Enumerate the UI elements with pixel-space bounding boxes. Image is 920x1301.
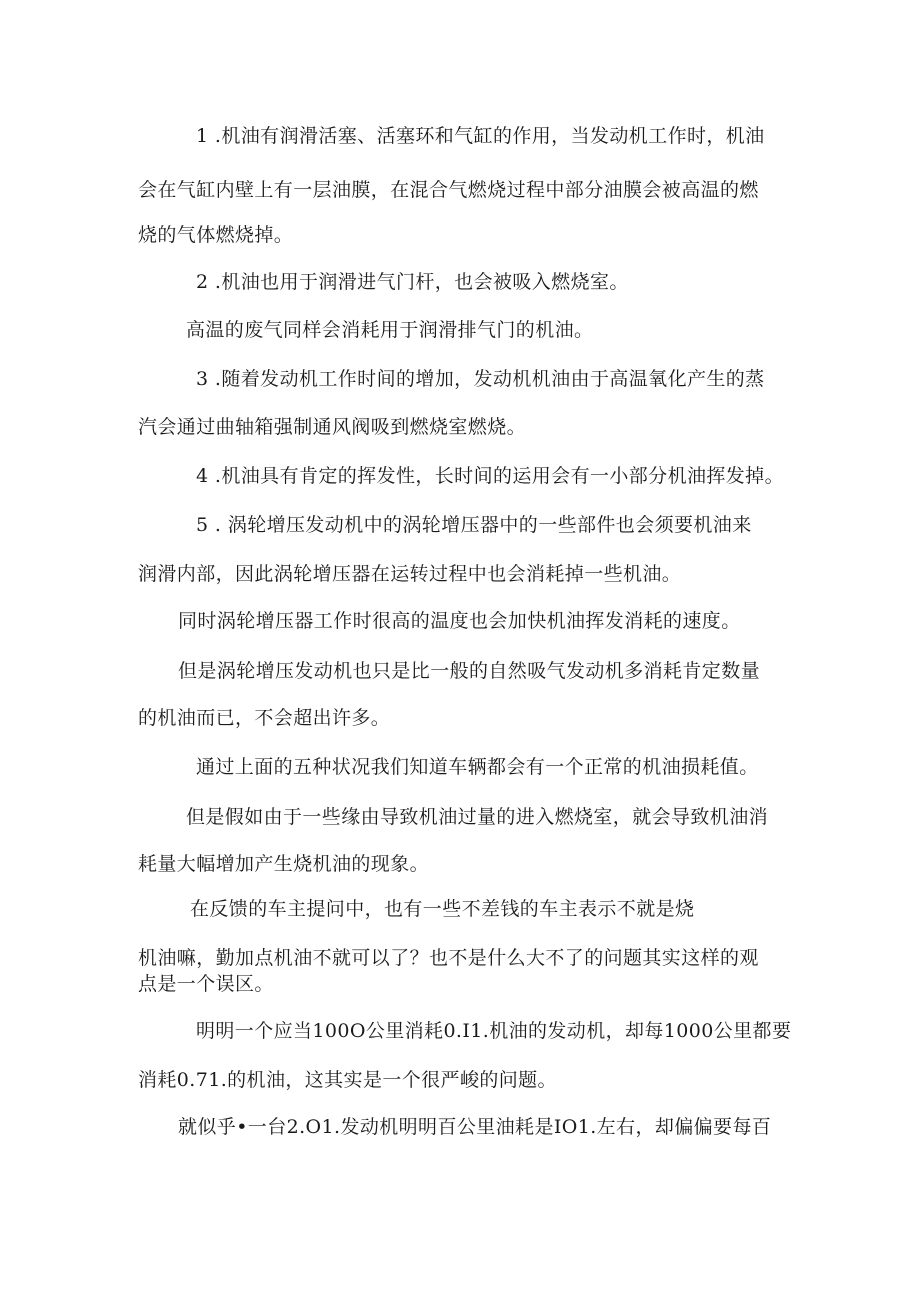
text-line: 烧的气体燃烧掉。 [138, 224, 294, 246]
text-line: 机油嘛，勤加点机油不就可以了？也不是什么大不了的问题其实这样的观 [138, 947, 759, 969]
text-line: 耗量大幅增加产生烧机油的现象。 [138, 853, 430, 875]
text-line: 消耗0.71.的机油，这其实是一个很严峻的问题。 [138, 1069, 557, 1091]
text-line: 但是涡轮增压发动机也只是比一般的自然吸气发动机多消耗肯定数量 [178, 660, 761, 682]
text-line: 4 .机油具有肯定的挥发性，长时间的运用会有一小部分机油挥发掉。 [196, 465, 784, 487]
text-line: 同时涡轮增压器工作时很高的温度也会加快机油挥发消耗的速度。 [178, 610, 741, 632]
text-line: 的机油而已，不会超出许多。 [138, 707, 391, 729]
text-line: 会在气缸内壁上有一层油膜，在混合气燃烧过程中部分油膜会被高温的燃 [138, 179, 759, 201]
text-line: 润滑内部，因此涡轮增压器在运转过程中也会消耗掉一些机油。 [138, 563, 682, 585]
text-line: 在反馈的车主提问中，也有一些不差钱的车主表示不就是烧 [190, 898, 695, 920]
text-line: 明明一个应当100O公里消耗0.I1.机油的发动机，却每1000公里都要 [196, 1020, 792, 1042]
text-line: 就似乎•一台2.O1.发动机明明百公里油耗是IO1.左右，却偏偏要每百 [178, 1116, 772, 1138]
text-line: 汽会通过曲轴箱强制通风阀吸到燃烧室燃烧。 [138, 416, 527, 438]
text-line: 高温的废气同样会消耗用于润滑排气门的机油。 [186, 319, 594, 341]
text-line: 1 .机油有润滑活塞、活塞环和气缸的作用，当发动机工作时，机油 [196, 125, 765, 147]
text-line: 3 .随着发动机工作时间的增加，发动机机油由于高温氧化产生的蒸 [196, 368, 765, 390]
text-line: 点是一个误区。 [138, 973, 274, 995]
text-line: 但是假如由于一些缘由导致机油过量的进入燃烧室，就会导致机油消 [186, 806, 769, 828]
text-line: 2 .机油也用于润滑进气门杆，也会被吸入燃烧室。 [196, 271, 629, 293]
text-line: 通过上面的五种状况我们知道车辆都会有一个正常的机油损耗值。 [196, 756, 759, 778]
text-line: 5 . 涡轮增压发动机中的涡轮增压器中的一些部件也会须要机油来 [196, 514, 752, 536]
